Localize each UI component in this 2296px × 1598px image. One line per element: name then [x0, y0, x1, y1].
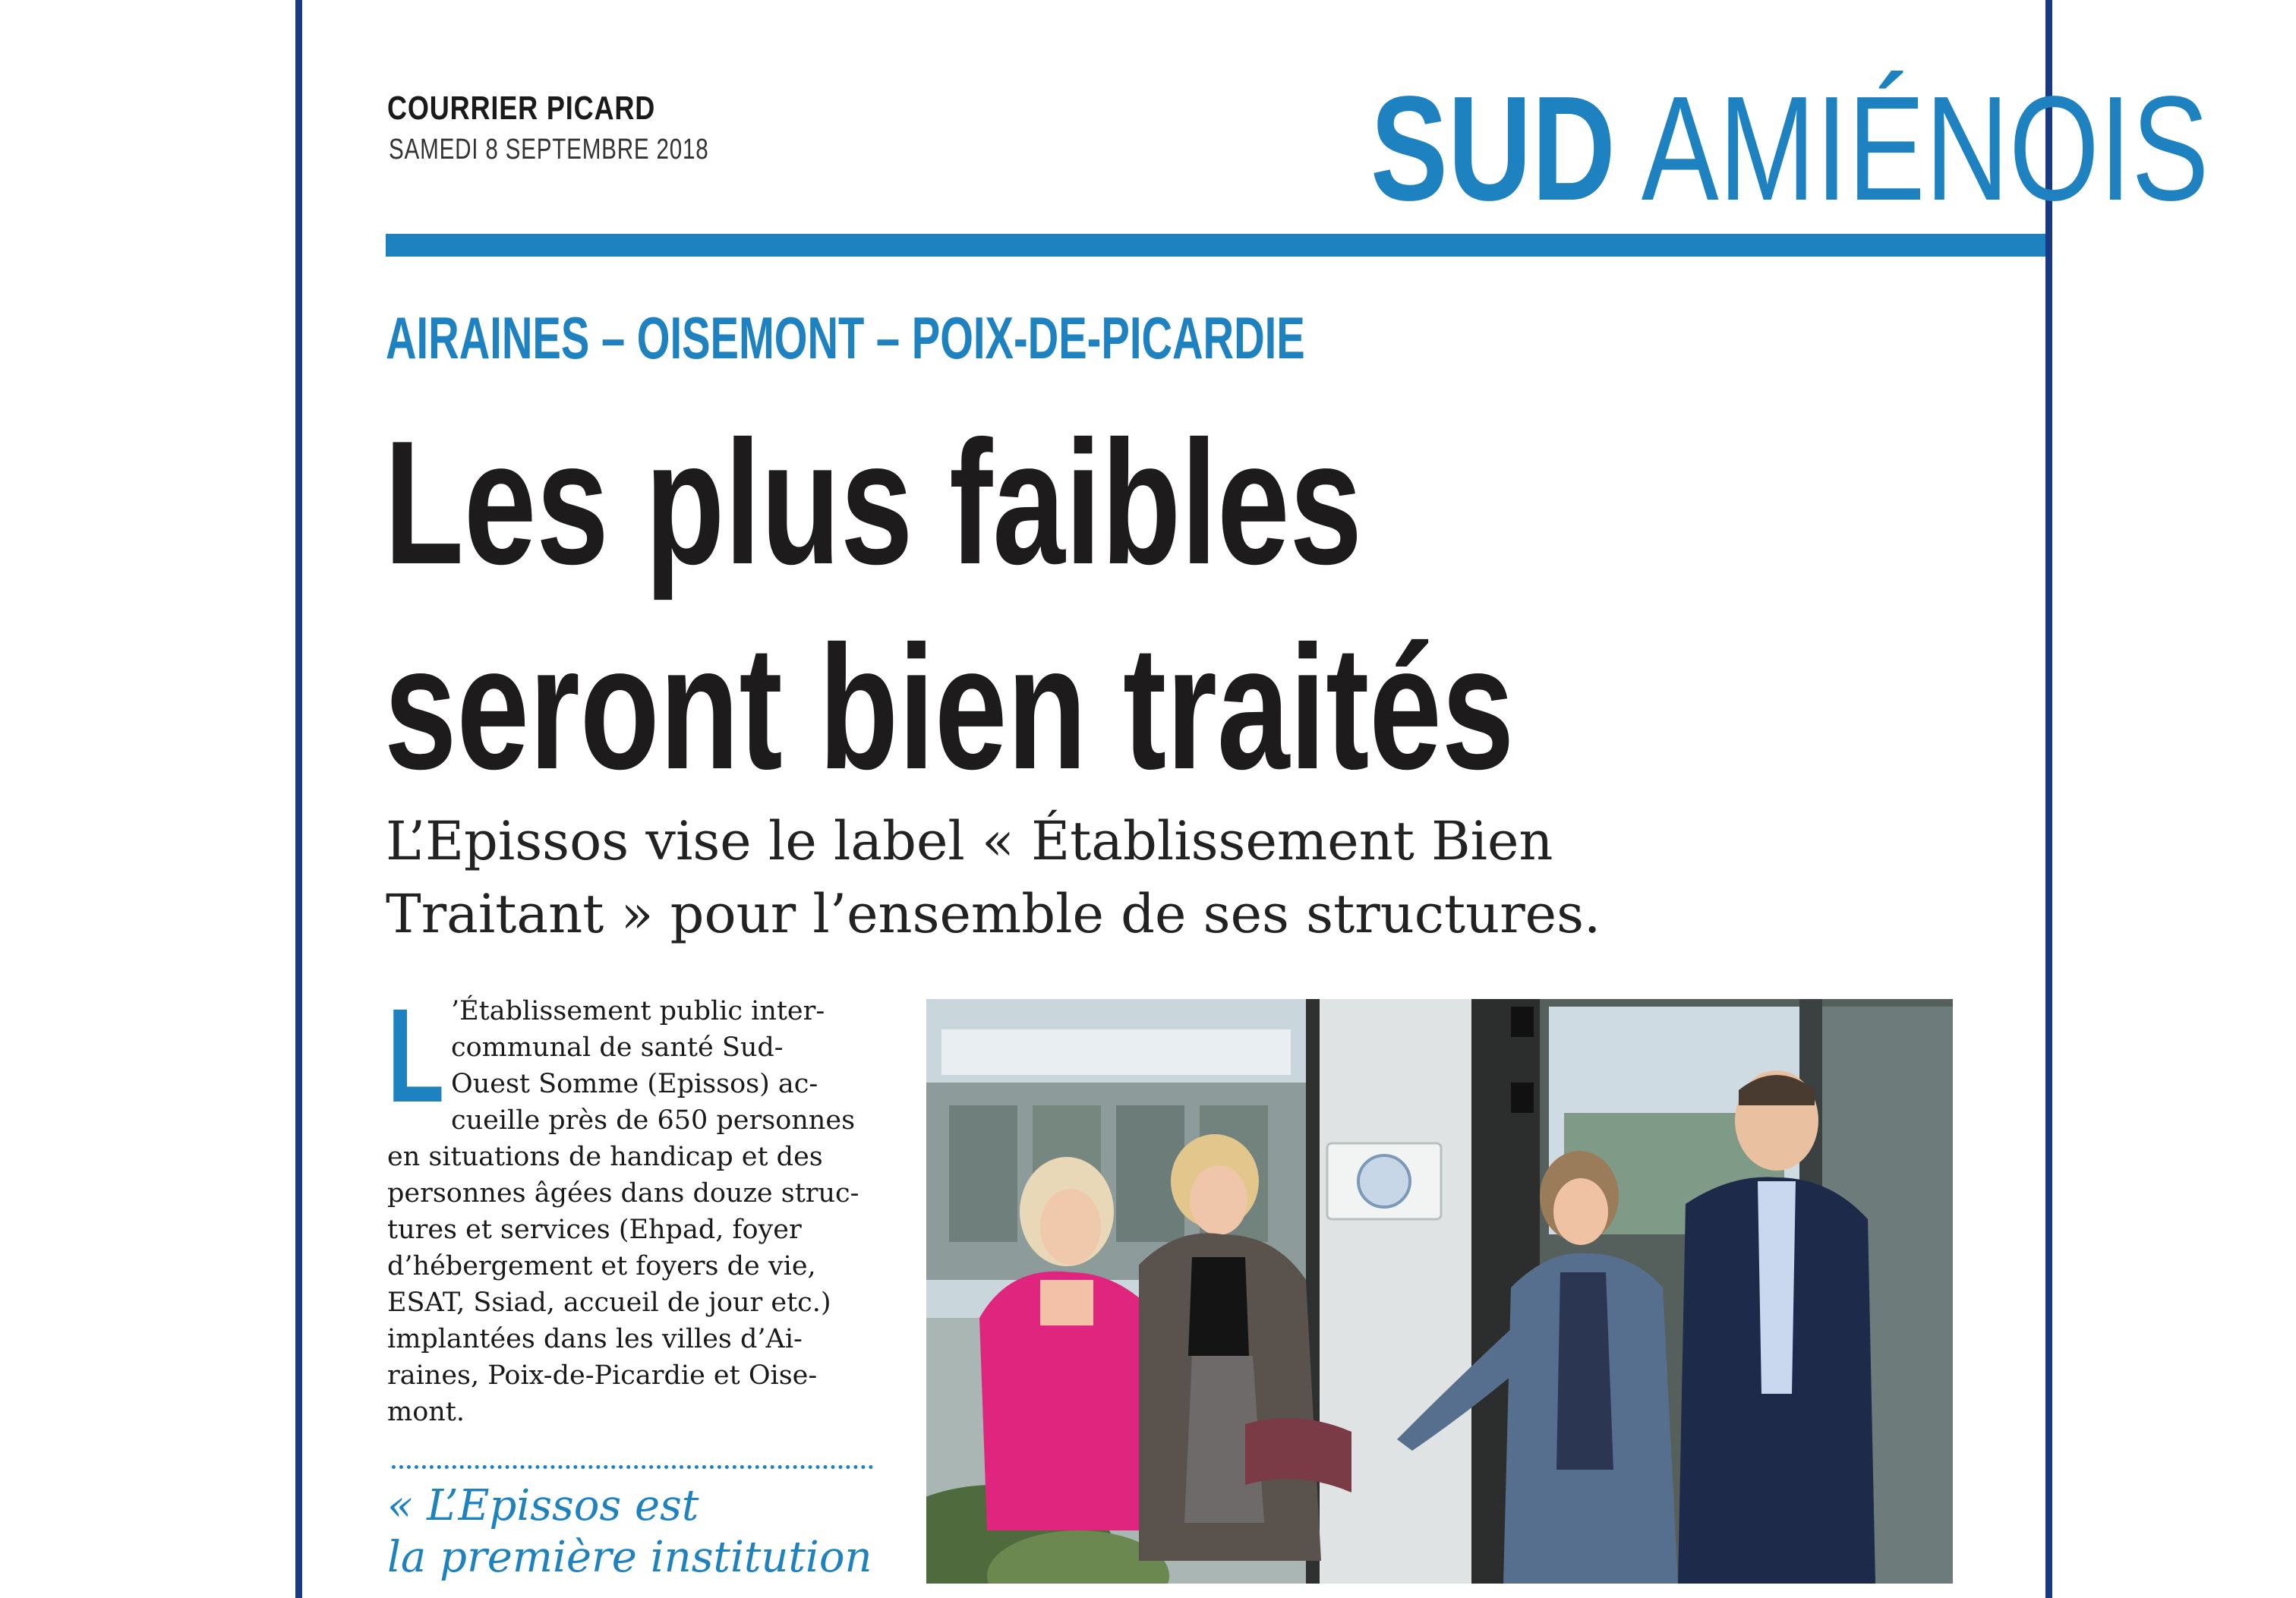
body-line: ESAT, Ssiad, accueil de jour etc.): [387, 1288, 831, 1318]
pull-quote-line: « L’Epissos est: [387, 1481, 699, 1530]
section-title-light: AMIÉNOIS: [1641, 65, 2209, 232]
section-title-bold: SUD: [1370, 65, 1616, 232]
body-line: ’Établissement public inter-: [451, 996, 825, 1026]
publication-date: SAMEDI 8 SEPTEMBRE 2018: [389, 134, 709, 165]
body-line: implantées dans les villes d’Ai-: [387, 1324, 803, 1354]
page-frame-right: [2045, 0, 2052, 1598]
article-kicker: AIRAINES – OISEMONT – POIX-DE-PICARDIE: [386, 304, 1305, 371]
article-standfirst: [386, 805, 1676, 950]
quote-divider: [392, 1465, 873, 1469]
standfirst-line: Traitant » pour l’ensemble de ses structures.: [386, 883, 1601, 945]
pull-quote: [387, 1480, 872, 1584]
photo-illustration: [926, 999, 1953, 1584]
page-frame-left: [295, 0, 302, 1598]
article-body: [387, 982, 873, 1430]
body-line: tures et services (Ehpad, foyer: [387, 1215, 802, 1245]
header-rule: [386, 234, 2045, 257]
standfirst-line: L’Epissos vise le label « Établissement Bien: [386, 810, 1553, 872]
body-line: d’hébergement et foyers de vie,: [387, 1251, 816, 1281]
body-line: communal de santé Sud-: [451, 1032, 784, 1063]
pull-quote-line: la première institution: [387, 1533, 872, 1582]
body-line: en situations de handicap et des: [387, 1142, 823, 1172]
section-title: [1370, 65, 2209, 232]
headline-line: Les plus faibles: [384, 405, 1363, 601]
article-photo: [926, 999, 1953, 1584]
headline-line: seront bien traités: [384, 610, 1515, 806]
body-line: mont.: [387, 1397, 465, 1427]
newspaper-name: COURRIER PICARD: [387, 90, 656, 127]
article-headline: [384, 401, 1514, 811]
body-line: cueille près de 650 personnes: [451, 1105, 856, 1136]
body-line: raines, Poix-de-Picardie et Oise-: [387, 1360, 818, 1391]
drop-cap: L: [387, 982, 445, 1130]
body-line: personnes âgées dans douze struc-: [387, 1178, 859, 1209]
body-line: Ouest Somme (Epissos) ac-: [451, 1069, 818, 1099]
